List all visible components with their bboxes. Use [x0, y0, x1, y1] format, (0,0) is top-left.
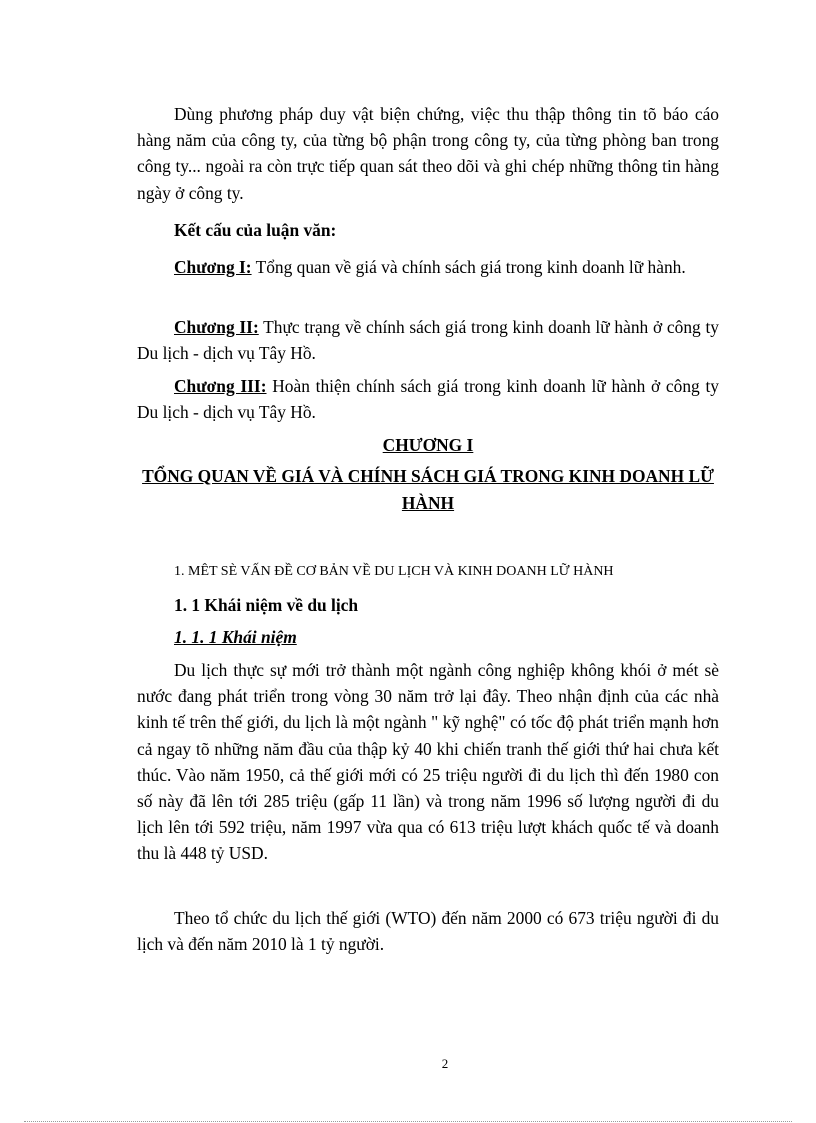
chapter-3-label: Chương III:	[174, 376, 267, 396]
chapter-title-text: TỔNG QUAN VỀ GIÁ VÀ CHÍNH SÁCH GIÁ TRONG KINH DOANH LỮ HÀNH	[142, 466, 714, 513]
chapter-2-summary	[137, 314, 719, 366]
chapter-3-summary	[137, 373, 719, 425]
structure-heading: Kết cấu của luận văn:	[174, 220, 337, 240]
chapter-1-label: Chương I:	[174, 257, 252, 277]
chapter-title	[137, 463, 719, 517]
chapter-2-label: Chương II:	[174, 317, 259, 337]
chapter-1-summary	[137, 254, 719, 280]
chapter-3-text: Hoàn thiện chính sách giá trong kinh doanh lữ hành ở công ty Du lịch - dịch vụ Tây Hồ.	[137, 376, 719, 423]
page-break-divider	[24, 1121, 792, 1122]
chapter-2-text: Thực trạng về chính sách giá trong kinh doanh lữ hành ở công ty Du lịch - dịch vụ Tây Hồ.	[137, 317, 719, 364]
body-paragraph-2: Theo tổ chức du lịch thế giới (WTO) đến năm 2000 có 673 triệu người đi du lịch và đến năm 2010 là 1 tỷ người.	[137, 908, 719, 955]
page-number: 2	[441, 1056, 449, 1071]
chapter-number: CHƯƠNG I	[382, 435, 474, 455]
section-heading: 1. MÊT SÈ VẤN ĐỀ CƠ BẢN VỀ DU LỊCH VÀ KINH DOANH LỮ HÀNH	[174, 564, 614, 579]
subsection-heading: 1. 1 Khái niệm về du lịch	[174, 595, 359, 615]
sub-subsection-heading: 1. 1. 1 Khái niệm	[174, 627, 297, 647]
chapter-1-text: Tổng quan về giá và chính sách giá trong kinh doanh lữ hành.	[251, 257, 686, 277]
method-paragraph: Dùng phương pháp duy vật biện chứng, việc thu thập thông tin tõ báo cáo hàng năm của công ty, của từng bộ phận trong công ty, của từng phòng ban trong công ty... ngoài ra còn trực tiếp quan sát theo dõi và ghi chép những thông tin hàng ngày ở công ty.	[137, 104, 719, 203]
body-paragraph-1: Du lịch thực sự mới trở thành một ngành công nghiệp không khói ở mét sè nước đang phát triển trong vòng 30 năm trở lại đây. Theo nhận định của các nhà kinh tế trên thế giới, du lịch là một ngành " kỹ nghệ" có tốc độ phát triển mạnh hơn cả ngay tõ những năm đầu của thập kỷ 40 khi chiến tranh thế giới thứ hai chưa kết thúc. Vào năm 1950, cả thế giới mới có 25 triệu người đi du lịch thì đến 1980 con số này đã lên tới 285 triệu (gấp 11 lần) và trong năm 1996 số lượng người đi du lịch lên tới 592 triệu, năm 1997 vừa qua có 613 triệu lượt khách quốc tế và doanh thu là 448 tỷ USD.	[137, 660, 719, 864]
